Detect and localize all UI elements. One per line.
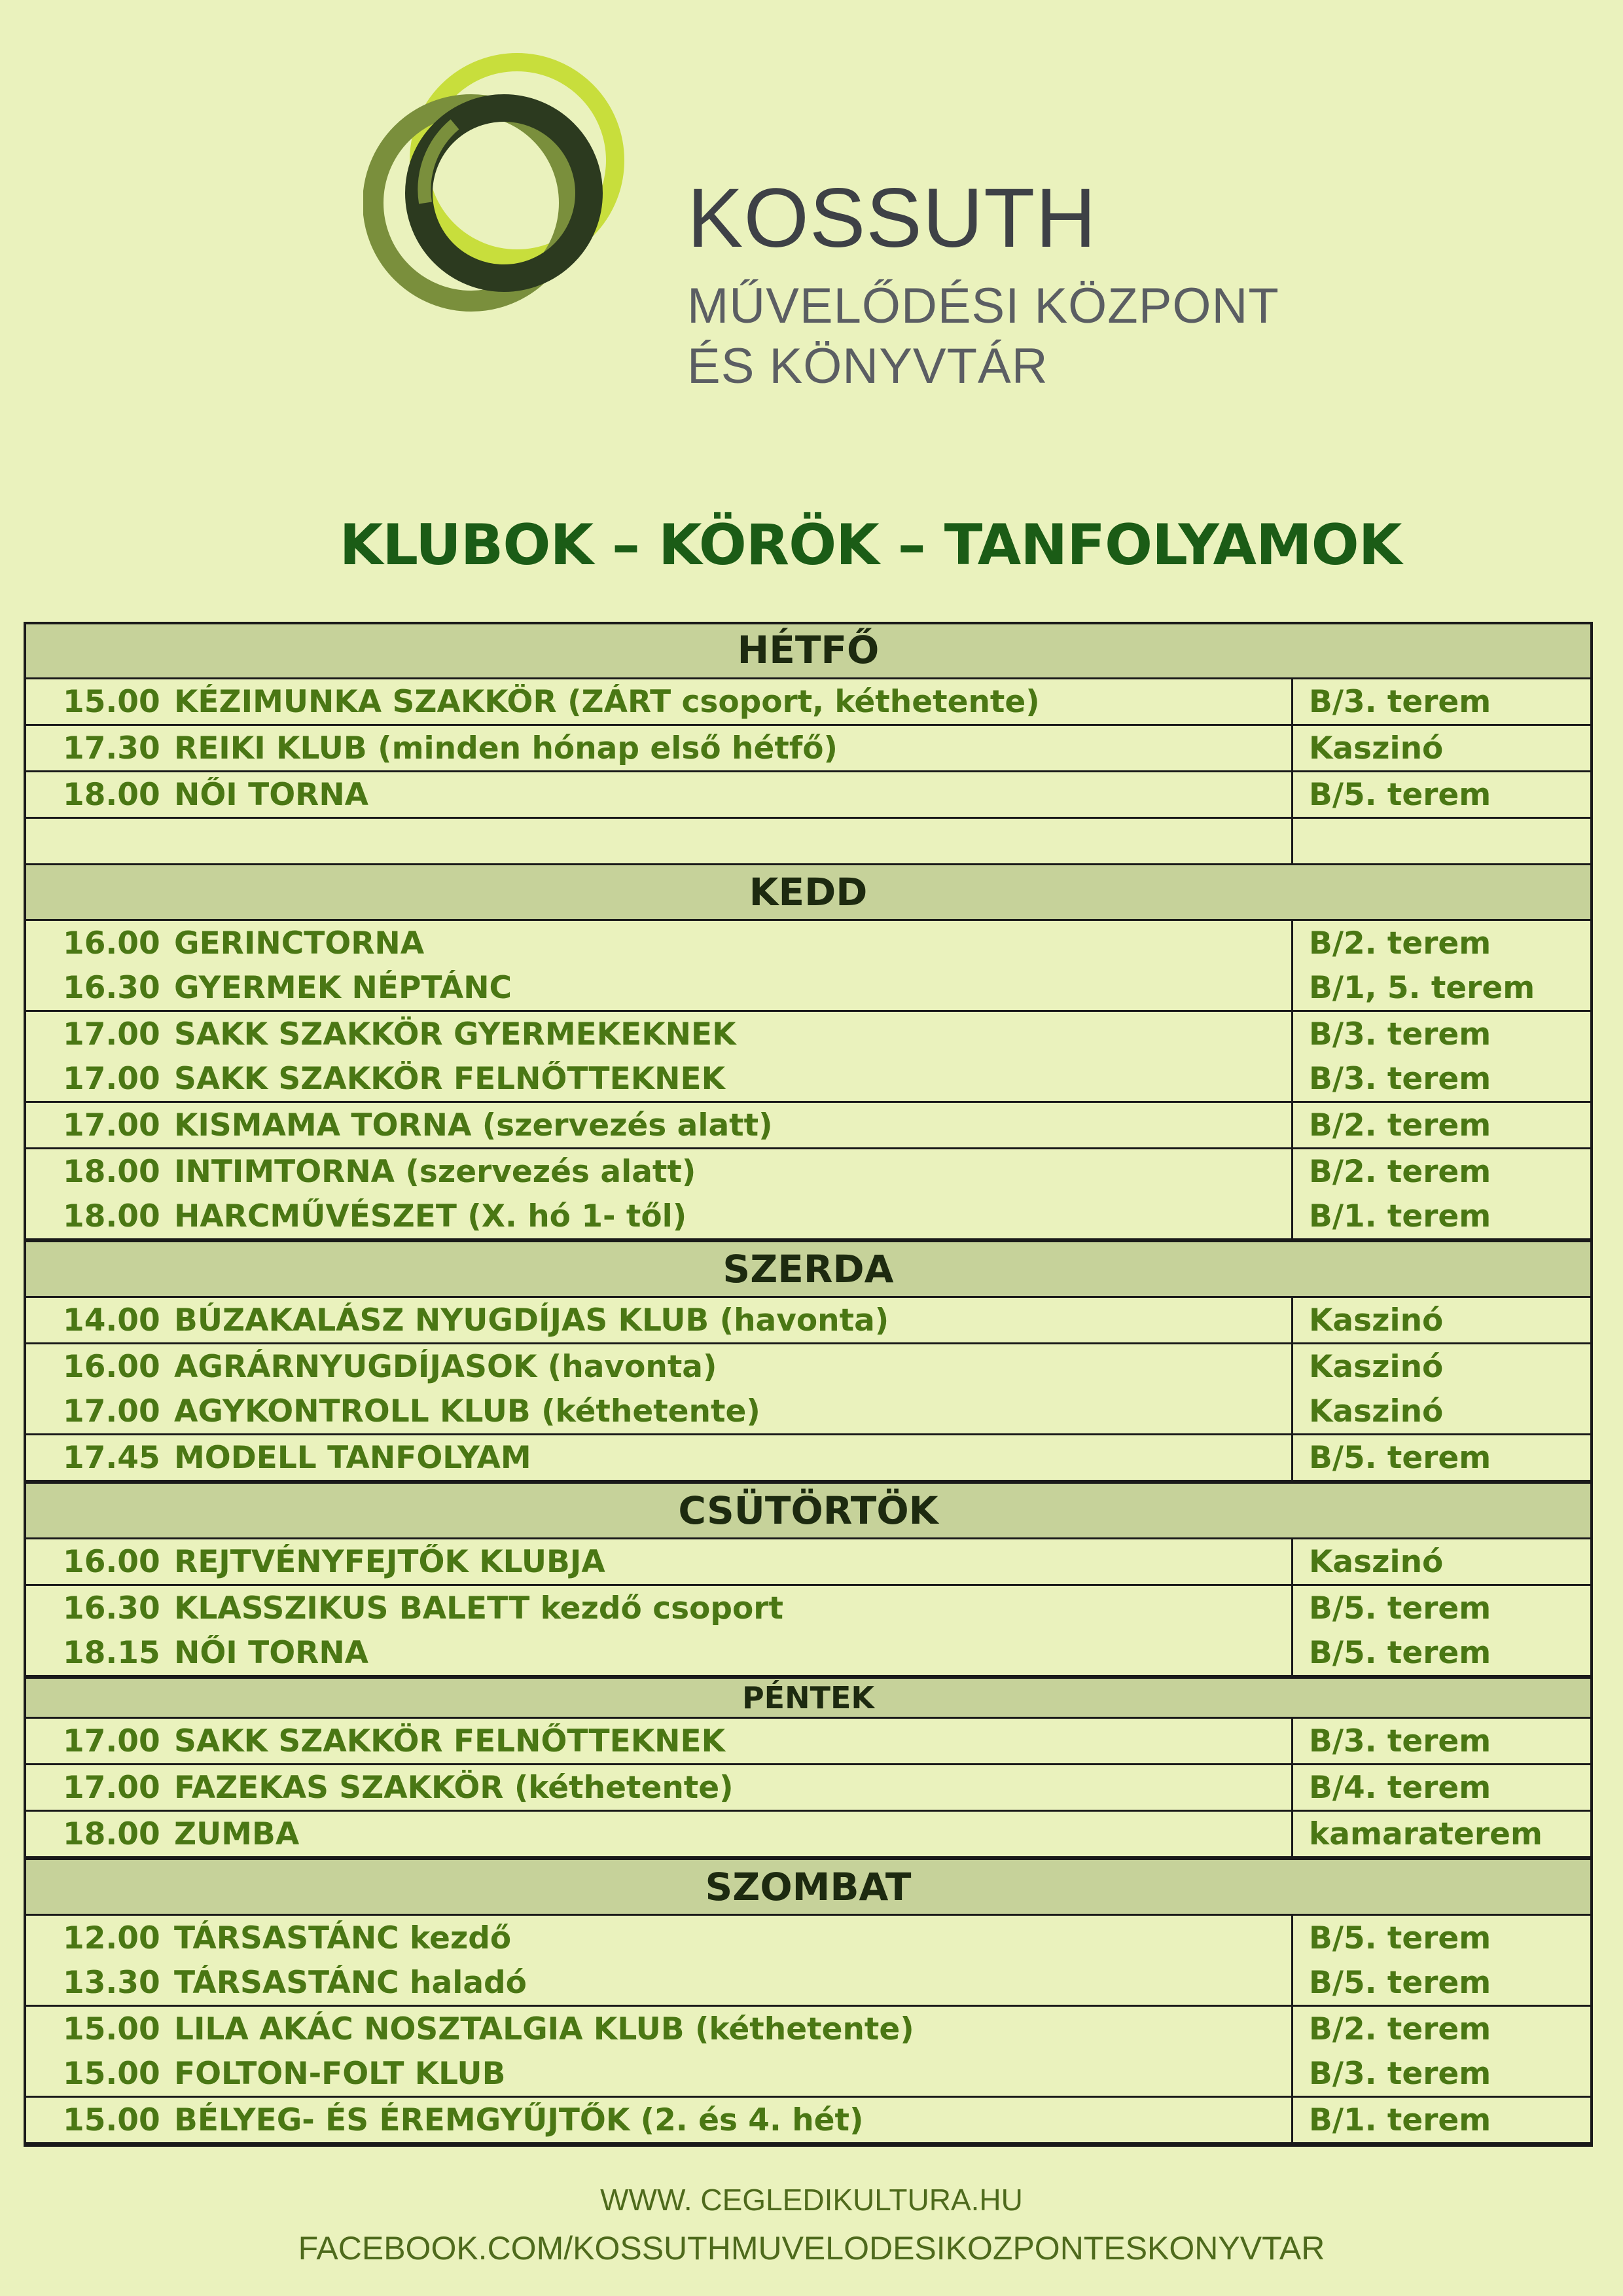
row-time: 18.00	[63, 1816, 160, 1852]
row-activity: KÉZIMUNKA SZAKKÖR (ZÁRT csoport, kéthetente)	[174, 683, 1040, 720]
row-activity: AGYKONTROLL KLUB (kéthetente)	[174, 1393, 760, 1429]
schedule-row	[26, 1765, 1590, 1812]
schedule-table	[24, 622, 1593, 2147]
row-room: B/5. terem	[1291, 1586, 1590, 1630]
row-time: 14.00	[63, 1302, 160, 1338]
row-time: 12.00	[63, 1920, 160, 1956]
row-room: B/2. terem	[1291, 2007, 1590, 2051]
row-time: 15.00	[63, 2102, 160, 2138]
row-room: B/1. terem	[1291, 1194, 1590, 1238]
schedule-row	[26, 1539, 1590, 1586]
schedule-row	[26, 2007, 1590, 2051]
schedule-row	[26, 679, 1590, 726]
row-time: 15.00	[63, 2011, 160, 2047]
row-activity: SAKK SZAKKÖR FELNŐTTEKNEK	[174, 1723, 726, 1759]
row-room: Kaszinó	[1291, 726, 1590, 770]
row-activity: NŐI TORNA	[174, 776, 369, 813]
row-time: 17.00	[63, 1723, 160, 1759]
row-room: B/5. terem	[1291, 1630, 1590, 1675]
row-activity: SAKK SZAKKÖR FELNŐTTEKNEK	[174, 1060, 726, 1097]
day-header: SZOMBAT	[26, 1858, 1590, 1916]
row-activity: TÁRSASTÁNC haladó	[174, 1964, 527, 2001]
row-activity: LILA AKÁC NOSZTALGIA KLUB (kéthetente)	[174, 2011, 914, 2047]
schedule-row	[26, 1435, 1590, 1482]
row-room: Kaszinó	[1291, 1298, 1590, 1342]
schedule-row	[26, 1960, 1590, 2007]
row-activity: TÁRSASTÁNC kezdő	[174, 1920, 512, 1956]
schedule-row	[26, 1103, 1590, 1149]
schedule-row	[26, 1149, 1590, 1194]
row-activity: BÚZAKALÁSZ NYUGDÍJAS KLUB (havonta)	[174, 1302, 889, 1338]
row-activity: GERINCTORNA	[174, 925, 425, 961]
row-time: 17.00	[63, 1393, 160, 1429]
row-room: B/4. terem	[1291, 1765, 1590, 1810]
row-time: 18.00	[63, 776, 160, 813]
page-title: KLUBOK – KÖRÖK – TANFOLYAMOK	[339, 512, 1402, 578]
facebook-link[interactable]: FACEBOOK.COM/KOSSUTHMUVELODESIKOZPONTESKONYVTAR	[298, 2230, 1325, 2267]
row-time: 17.00	[63, 1016, 160, 1052]
row-activity: GYERMEK NÉPTÁNC	[174, 969, 512, 1006]
row-time: 13.30	[63, 1964, 160, 2001]
org-subtitle-2: ÉS KÖNYVTÁR	[687, 338, 1048, 394]
row-activity: ZUMBA	[174, 1816, 300, 1852]
schedule-row	[26, 772, 1590, 819]
row-room: Kaszinó	[1291, 1389, 1590, 1433]
row-time: 16.00	[63, 1543, 160, 1580]
row-room: B/2. terem	[1291, 1149, 1590, 1194]
schedule-row	[26, 1719, 1590, 1765]
schedule-row	[26, 1012, 1590, 1056]
row-activity: FAZEKAS SZAKKÖR (kéthetente)	[174, 1769, 734, 1806]
row-room: Kaszinó	[1291, 1539, 1590, 1584]
row-room: kamaraterem	[1291, 1812, 1590, 1856]
schedule-row	[26, 1298, 1590, 1344]
row-room: B/3. terem	[1291, 1719, 1590, 1763]
row-activity: KLASSZIKUS BALETT kezdő csoport	[174, 1590, 783, 1626]
row-time: 18.00	[63, 1153, 160, 1190]
row-room: B/2. terem	[1291, 921, 1590, 965]
row-activity: REJTVÉNYFEJTŐK KLUBJA	[174, 1543, 605, 1580]
row-time: 16.30	[63, 969, 160, 1006]
row-time: 18.15	[63, 1634, 160, 1671]
row-time: 17.00	[63, 1107, 160, 1143]
row-time: 15.00	[63, 2055, 160, 2092]
row-time: 16.30	[63, 1590, 160, 1626]
row-room: B/5. terem	[1291, 772, 1590, 817]
day-header: SZERDA	[26, 1240, 1590, 1298]
row-time: 17.00	[63, 1060, 160, 1097]
schedule-row	[26, 1586, 1590, 1630]
row-time: 16.00	[63, 1348, 160, 1385]
day-header: PÉNTEK	[26, 1677, 1590, 1719]
row-activity: BÉLYEG- ÉS ÉREMGYŰJTŐK (2. és 4. hét)	[174, 2102, 864, 2138]
row-time: 16.00	[63, 925, 160, 961]
row-activity: SAKK SZAKKÖR GYERMEKEKNEK	[174, 1016, 736, 1052]
schedule-row	[26, 1812, 1590, 1858]
schedule-row	[26, 1916, 1590, 1960]
row-room: B/3. terem	[1291, 1012, 1590, 1056]
row-room: B/2. terem	[1291, 1103, 1590, 1147]
row-activity: HARCMŰVÉSZET (X. hó 1- től)	[174, 1198, 687, 1234]
row-room: B/1. terem	[1291, 2098, 1590, 2142]
row-activity: AGRÁRNYUGDÍJASOK (havonta)	[174, 1348, 717, 1385]
row-activity: INTIMTORNA (szervezés alatt)	[174, 1153, 696, 1190]
schedule-row	[26, 965, 1590, 1012]
row-room: Kaszinó	[1291, 1344, 1590, 1389]
org-subtitle-1: MŰVELŐDÉSI KÖZPONT	[687, 278, 1279, 334]
row-room: B/5. terem	[1291, 1916, 1590, 1960]
row-activity: FOLTON-FOLT KLUB	[174, 2055, 506, 2092]
row-time: 17.30	[63, 730, 160, 766]
day-header: HÉTFŐ	[26, 624, 1590, 679]
row-time: 18.00	[63, 1198, 160, 1234]
day-header: CSÜTÖRTÖK	[26, 1482, 1590, 1539]
row-activity: REIKI KLUB (minden hónap első hétfő)	[174, 730, 838, 766]
row-room	[1291, 819, 1590, 863]
row-time: 15.00	[63, 683, 160, 720]
schedule-row	[26, 1630, 1590, 1677]
schedule-row	[26, 2051, 1590, 2098]
row-room: B/5. terem	[1291, 1435, 1590, 1480]
row-time: 17.45	[63, 1439, 160, 1476]
kossuth-logo	[363, 46, 645, 327]
schedule-row	[26, 1194, 1590, 1240]
schedule-row	[26, 921, 1590, 965]
row-room: B/3. terem	[1291, 1056, 1590, 1101]
row-room: B/1, 5. terem	[1291, 965, 1590, 1010]
row-activity: MODELL TANFOLYAM	[174, 1439, 531, 1476]
row-time: 17.00	[63, 1769, 160, 1806]
website-link[interactable]: WWW. CEGLEDIKULTURA.HU	[600, 2183, 1023, 2217]
row-activity: KISMAMA TORNA (szervezés alatt)	[174, 1107, 773, 1143]
row-activity: NŐI TORNA	[174, 1634, 369, 1671]
org-name: KOSSUTH	[687, 171, 1097, 265]
row-room: B/3. terem	[1291, 679, 1590, 724]
schedule-row	[26, 1344, 1590, 1389]
schedule-row	[26, 819, 1590, 863]
schedule-row	[26, 1389, 1590, 1435]
row-room: B/3. terem	[1291, 2051, 1590, 2096]
schedule-row	[26, 726, 1590, 772]
schedule-row	[26, 1056, 1590, 1103]
row-room: B/5. terem	[1291, 1960, 1590, 2005]
schedule-row	[26, 2098, 1590, 2144]
day-header: KEDD	[26, 863, 1590, 921]
